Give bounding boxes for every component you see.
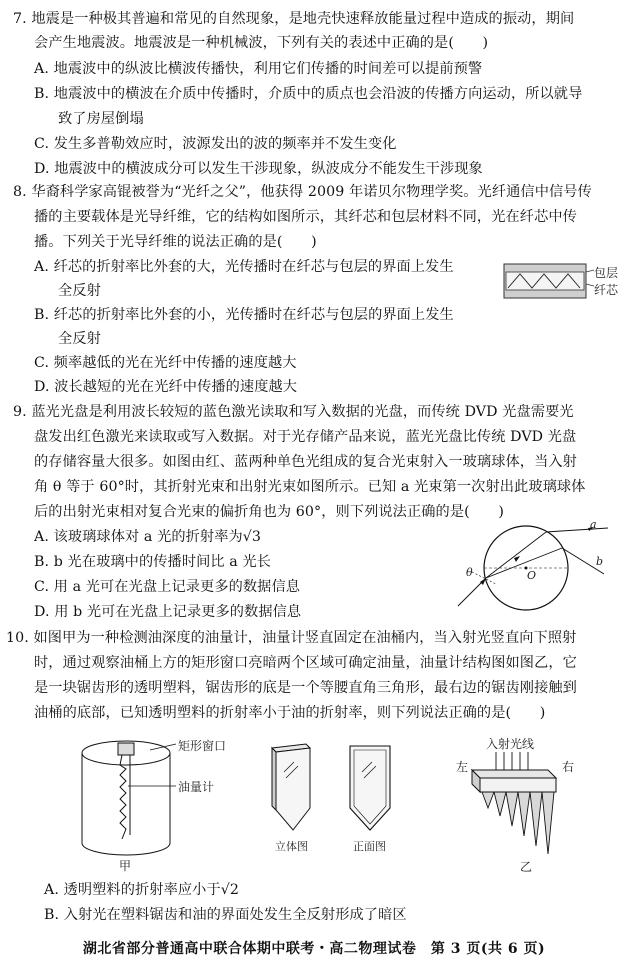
page-footer: 湖北省部分普通高中联合体期中联考・高二物理试卷 第 3 页(共 6 页)	[82, 941, 546, 957]
gauge-front-figure	[346, 744, 396, 834]
q8-stem-line-2: 播的主要载体是光导纤维，它的结构如图所示，其纤芯和包层材料不同，光在纤芯中传	[34, 209, 577, 225]
q8-option-a-line-2: 全反射	[58, 283, 101, 299]
q10-stem-line-2: 时，通过观察油桶上方的矩形窗口亮暗两个区域可确定油量，油量计结构图如图乙，它	[34, 655, 577, 671]
q8-option-c: C. 频率越低的光在光纤中传播的速度越大	[34, 355, 297, 371]
q9-label-b: b	[596, 555, 604, 568]
fiber-cladding-label: 包层	[594, 266, 619, 280]
q10-stem-line-1: 10. 如图甲为一种检测油深度的油量计，油量计竖直固定在油桶内，当入射光竖直向下照射	[6, 630, 577, 646]
q9-option-a: A. 该玻璃球体对 a 光的折射率为√3	[34, 529, 262, 545]
q7-option-d: D. 地震波中的横波成分可以发生干涉现象，纵波成分不能发生干涉现象	[34, 161, 483, 177]
q8-stem-line-1: 8. 华裔科学家高锟被誉为“光纤之父”，他获得 2009 年诺贝尔物理学奖。光纤通信中信号传	[13, 184, 592, 200]
q9-stem-line-1: 9. 蓝光光盘是利用波长较短的蓝色激光读取和写入数据的光盘，而传统 DVD 光盘需要光	[13, 404, 574, 420]
q8-option-b-line-1: B. 纤芯的折射率比外套的小，光传播时在纤芯与包层的界面上发生	[34, 307, 454, 323]
q10-option-b: B. 入射光在塑料锯齿和油的界面处发生全反射形成了暗区	[44, 907, 407, 923]
left-label: 左	[456, 760, 469, 774]
gauge-3d-figure	[266, 742, 316, 834]
right-label: 右	[562, 760, 575, 774]
q7-option-b-line-1: B. 地震波中的横波在介质中传播时，介质中的质点也会沿波的传播方向运动，所以就导	[34, 86, 583, 102]
figure-jia-label: 甲	[119, 859, 132, 873]
q9-label-theta: θ	[466, 566, 473, 579]
q9-option-d: D. 用 b 光可在光盘上记录更多的数据信息	[34, 604, 302, 620]
front-view-label: 正面图	[353, 840, 386, 853]
3d-view-label: 立体图	[275, 840, 308, 853]
q8-option-d: D. 波长越短的光在光纤中传播的速度越大	[34, 379, 298, 395]
q9-option-c: C. 用 a 光可在光盘上记录更多的数据信息	[34, 579, 301, 595]
q9-option-b: B. b 光在玻璃中的传播时间比 a 光长	[34, 554, 272, 570]
q10-option-a: A. 透明塑料的折射率应小于√2	[44, 882, 239, 898]
q9-stem-line-4: 角 θ 等于 60°时，其折射光束和出射光束如图所示。已知 a 光束第一次射出此玻璃球体	[34, 479, 586, 495]
q9-stem-line-2: 盘发出红色激光来读取或写入数据。对于光存储产品来说，蓝光光盘比传统 DVD 光盘	[34, 429, 577, 445]
q8-option-b-line-2: 全反射	[58, 331, 101, 347]
q10-stem-line-3: 是一块锯齿形的透明塑料，锯齿形的底是一个等腰直角三角形，最右边的锯齿刚接触到	[34, 680, 577, 696]
figure-yi-label: 乙	[520, 860, 533, 874]
glass-sphere-figure	[450, 518, 615, 618]
q9-stem-line-5: 后的出射光束相对复合光束的偏折角也为 60°，则下列说法正确的是( )	[34, 504, 504, 520]
q7-option-b-line-2: 致了房屋倒塌	[58, 111, 144, 127]
q9-label-o: O	[527, 569, 537, 582]
q7-option-a: A. 地震波中的纵波比横波传播快，利用它们传播的时间差可以提前预警	[34, 61, 483, 77]
q10-stem-line-4: 油桶的底部，已知透明塑料的折射率小于油的折射率，则下列说法正确的是( )	[34, 705, 546, 721]
q7-stem-line-1: 7. 地震是一种极其普遍和常见的自然现象，是地壳快速释放能量过程中造成的振动，期间	[13, 11, 575, 27]
q8-option-a-line-1: A. 纤芯的折射率比外套的大，光传播时在纤芯与包层的界面上发生	[34, 259, 454, 275]
q9-label-a: a	[590, 518, 597, 531]
q7-stem-line-2: 会产生地震波。地震波是一种机械波，下列有关的表述中正确的是( )	[34, 35, 489, 51]
q7-option-c: C. 发生多普勒效应时，波源发出的波的频率并不发生变化	[34, 136, 397, 152]
gauge-label: 油量计	[178, 780, 215, 794]
fiber-core-label: 纤芯	[594, 283, 619, 297]
window-label: 矩形窗口	[178, 739, 227, 753]
incident-light-label: 入射光线	[486, 737, 535, 751]
q8-stem-line-3: 播。下列关于光导纤维的说法正确的是( )	[34, 234, 317, 250]
q9-stem-line-3: 的存储容量大很多。如图由红、蓝两种单色光组成的复合光束射入一玻璃球体，当入射	[34, 454, 577, 470]
